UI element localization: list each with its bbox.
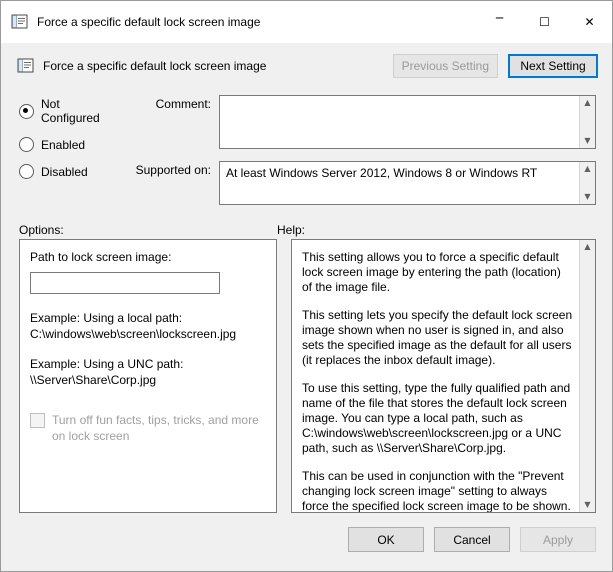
path-field-label: Path to lock screen image: (30, 250, 172, 264)
apply-button[interactable]: Apply (520, 527, 596, 552)
example-unc-path-line1: Example: Using a UNC path: (30, 357, 184, 371)
example-local-path-line1: Example: Using a local path: (30, 311, 183, 325)
supported-on-row (129, 161, 596, 205)
scroll-down-icon[interactable]: ▼ (584, 136, 591, 145)
minimize-button[interactable] (477, 1, 522, 43)
radio-enabled-label: Enabled (41, 137, 86, 152)
help-pane (291, 239, 596, 513)
supported-on-label: Supported on: (135, 163, 211, 177)
help-scrollbar[interactable] (579, 240, 595, 512)
setting-name: Force a specific default lock screen image (43, 59, 267, 73)
radio-disabled-indicator (19, 164, 34, 179)
supported-on-scrollbar[interactable] (579, 162, 595, 204)
options-pane (19, 239, 277, 513)
window-controls (477, 1, 612, 43)
setting-header (1, 43, 612, 83)
radio-disabled[interactable] (19, 164, 119, 179)
radio-enabled[interactable] (19, 137, 119, 152)
help-paragraph: This can be used in conjunction with the "Prevent changing lock screen image" setting to always force the specified lock screen image to be shown. (302, 469, 571, 513)
previous-setting-button[interactable]: Previous Setting (393, 54, 498, 78)
checkbox-label: Turn off fun facts, tips, tricks, and more on lock screen (52, 413, 259, 443)
help-paragraph: This setting lets you specify the default lock screen image shown when no user is signed in, and also sets the specified image as the default for all users (it replaces the inbox default image). (302, 308, 573, 367)
help-label: Help: (277, 223, 306, 237)
options-label: Options: (19, 223, 64, 237)
comment-scrollbar[interactable] (579, 96, 595, 148)
radio-not-configured-indicator (19, 104, 34, 119)
state-radio-group (19, 95, 119, 217)
checkbox-indicator (30, 413, 45, 428)
group-policy-editor-icon (11, 13, 29, 31)
example-unc-path-line2: \\Server\Share\Corp.jpg (30, 373, 157, 387)
path-input[interactable] (30, 272, 220, 294)
cancel-button[interactable]: Cancel (434, 527, 510, 552)
ok-button[interactable]: OK (348, 527, 424, 552)
next-setting-button[interactable]: Next Setting (508, 54, 598, 78)
help-paragraph: This setting allows you to force a specific default lock screen image by entering the path (location) of the image file. (302, 250, 561, 294)
window-title: Force a specific default lock screen image (37, 14, 261, 29)
policy-setting-icon (17, 57, 35, 75)
help-paragraph: To use this setting, type the fully qualified path and name of the file that stores the default lock screen image. You can type a local path, such as C:\windows\web\screen\lockscreen.jpg or a UNC path, such as \\Server\Share\Corp.jpg. (302, 381, 571, 455)
navigation-buttons (393, 54, 598, 78)
close-icon: ✕ (584, 14, 595, 29)
comment-label: Comment: (155, 97, 211, 111)
radio-disabled-label: Disabled (41, 164, 88, 179)
maximize-icon: ☐ (539, 14, 550, 29)
dialog-footer (1, 513, 612, 552)
scroll-down-icon[interactable]: ▼ (584, 192, 591, 201)
comment-row (129, 95, 596, 149)
example-local-path-line2: C:\windows\web\screen\lockscreen.jpg (30, 327, 237, 341)
radio-enabled-indicator (19, 137, 34, 152)
radio-not-configured[interactable] (19, 97, 119, 125)
scroll-up-icon[interactable]: ▲ (584, 164, 591, 173)
maximize-button[interactable] (522, 1, 567, 43)
turn-off-fun-facts-checkbox[interactable] (30, 412, 266, 444)
close-button[interactable] (567, 1, 612, 43)
radio-not-configured-label: Not Configured (41, 97, 100, 125)
state-and-metadata (1, 83, 612, 217)
panes-container (1, 239, 612, 513)
supported-on-value: At least Windows Server 2012, Windows 8 or Windows RT (226, 166, 538, 180)
scroll-down-icon[interactable]: ▼ (584, 500, 591, 509)
supported-on-textarea[interactable] (219, 161, 596, 205)
example-unc-path (30, 356, 266, 388)
scroll-up-icon[interactable]: ▲ (584, 242, 591, 251)
example-local-path (30, 310, 266, 342)
scroll-up-icon[interactable]: ▲ (584, 98, 591, 107)
pane-labels (1, 217, 612, 239)
minimize-icon: ─ (495, 10, 504, 25)
title-bar (1, 1, 612, 43)
comment-textarea[interactable] (219, 95, 596, 149)
metadata-fields (119, 95, 596, 217)
